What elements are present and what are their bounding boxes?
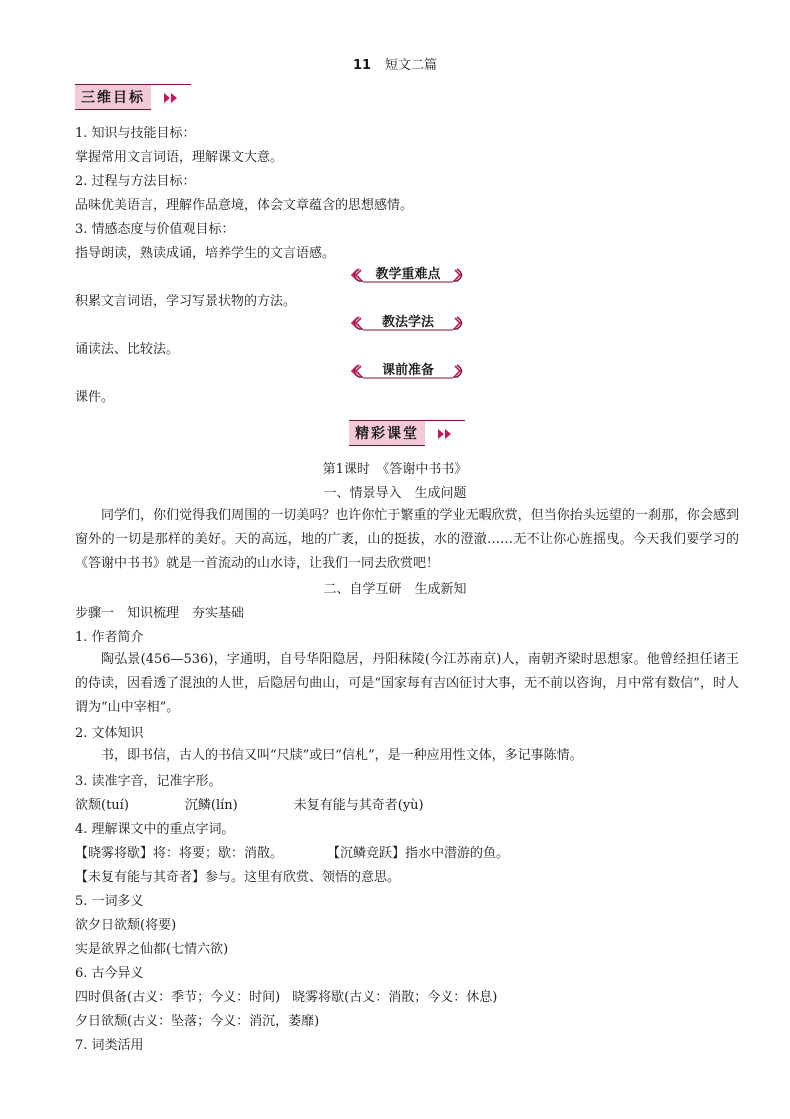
- double-chevron-right-icon: [425, 420, 465, 446]
- page-title: [0, 54, 790, 73]
- preparation-body: 课件。: [75, 390, 115, 405]
- section-header-classroom: [349, 420, 465, 446]
- word-note: 【沉鳞竞跃】指水中潜游的鱼。: [327, 846, 510, 861]
- goal-line-5: 3. 情感态度与价值观目标：: [75, 222, 235, 237]
- lesson-title: 短文二篇: [385, 58, 438, 73]
- words-title: 4. 理解课文中的重点字词。: [75, 822, 235, 837]
- pron-item: 欲颓(tuí): [75, 798, 129, 813]
- double-chevron-right-icon: [151, 84, 191, 110]
- pron-item: 沉鳞(lín): [184, 798, 238, 813]
- genre-paragraph: 书，即书信，古人的书信又叫“尺牍”或曰“信札”，是一种应用性文体，多记事陈情。: [101, 748, 583, 763]
- lesson-heading: 第1课时 《答谢中书书》: [322, 462, 468, 477]
- lesson-number: 11: [352, 58, 372, 73]
- poly-line-1: 欲夕日欲颓(将要): [75, 918, 177, 933]
- pron-title: 3. 读准字音，记准字形。: [75, 774, 222, 789]
- ribbon-methods: [349, 314, 467, 332]
- step1-title: 步骤一 知识梳理 夯实基础: [75, 606, 245, 621]
- ribbon-preparation: [349, 362, 467, 380]
- goal-line-6: 指导朗读，熟读成诵，培养学生的文言语感。: [75, 246, 336, 261]
- section-header-goals-label: 三维目标: [75, 84, 151, 110]
- class-title: 7. 词类活用: [75, 1038, 144, 1053]
- part1-title: 一、情景导入 生成问题: [323, 486, 467, 501]
- ribbon-key-points: [349, 266, 467, 284]
- words-row-1: [75, 845, 509, 863]
- poly-title: 5. 一词多义: [75, 894, 144, 909]
- ancient-title: 6. 古今异义: [75, 966, 144, 981]
- word-note: 【晓雾将歇】将：将要；歇：消散。: [75, 846, 284, 861]
- pron-item: 未复有能与其奇者(yù): [293, 798, 424, 813]
- section-header-goals: [75, 84, 191, 110]
- methods-body: 诵读法、比较法。: [75, 342, 180, 357]
- word-note: 【未复有能与其奇者】参与。这里有欣赏、领悟的意思。: [75, 870, 401, 885]
- goal-line-3: 2. 过程与方法目标：: [75, 174, 196, 189]
- ribbon-methods-label: 教法学法: [381, 315, 434, 330]
- intro-paragraph: 同学们，你们觉得我们周围的一切美吗？也许你忙于繁重的学业无暇欣赏，但当你抬头远望的一刹那，你会感到窗外的一切是那样的美好。天的高远，地的广袤，山的挺拔，水的澄澈……无不让你心旌摇曳。今天我们要学习的《答谢中书书》就是一首流动的山水诗，让我们一同去欣赏吧！: [75, 508, 739, 571]
- goal-line-1: 1. 知识与技能目标：: [75, 126, 196, 141]
- ribbon-key-points-label: 教学重难点: [375, 267, 441, 282]
- key-points-body: 积累文言词语，学习写景状物的方法。: [75, 294, 297, 309]
- ancient-item: 夕日欲颓(古义：坠落；今义：消沉，萎靡): [75, 1014, 320, 1029]
- ancient-row-1: [75, 989, 497, 1007]
- ribbon-preparation-label: 课前准备: [381, 363, 434, 378]
- poly-line-2: 实是欲界之仙都(七情六欲): [75, 942, 229, 957]
- ancient-item: 四时俱备(古义：季节；今义：时间): [75, 990, 281, 1005]
- author-paragraph: 陶弘景(456—536)，字通明，自号华阳隐居，丹阳秣陵(今江苏南京)人，南朝齐梁时思想家。他曾经担任诸王的侍读，因看透了混浊的人世，后隐居句曲山，可是“国家每有吉凶征讨大事，无不前以咨询，月中常有数信”，时人谓为“山中宰相”。: [75, 652, 739, 715]
- author-title: 1. 作者简介: [75, 630, 144, 645]
- part2-title: 二、自学互研 生成新知: [323, 582, 467, 597]
- goal-line-2: 掌握常用文言词语，理解课文大意。: [75, 150, 284, 165]
- pron-list: [75, 797, 424, 815]
- goal-line-4: 品味优美语言，理解作品意境，体会文章蕴含的思想感情。: [75, 198, 414, 213]
- section-header-classroom-label: 精彩课堂: [349, 420, 425, 446]
- ancient-item: 晓雾将歇(古义：消散；今义：休息): [292, 990, 498, 1005]
- genre-title: 2. 文体知识: [75, 726, 144, 741]
